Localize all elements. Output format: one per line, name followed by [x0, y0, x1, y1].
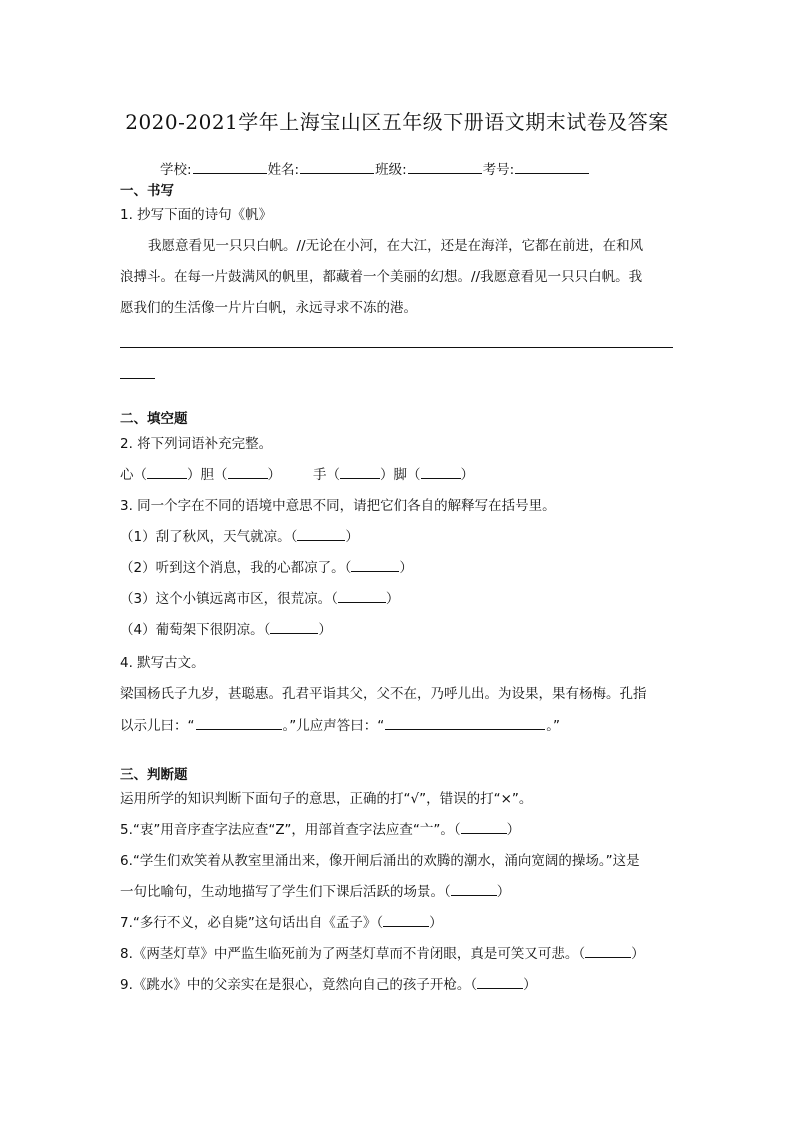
q2-item-label: ） [267, 467, 281, 483]
class-label: 班级: [375, 162, 407, 178]
q2-blank-1[interactable] [147, 466, 187, 479]
q3-item-text: （2）听到这个消息，我的心都凉了。（ [120, 560, 352, 576]
school-blank[interactable] [193, 160, 267, 174]
q2-item-label: ）胆（ [187, 467, 228, 483]
q3-item-text: （3）这个小镇远离市区，很荒凉。（ [120, 591, 338, 607]
page-title: 2020-2021学年上海宝山区五年级下册语文期末试卷及答案 [125, 110, 669, 134]
q9-blank[interactable] [477, 976, 523, 989]
close-paren: ） [318, 622, 332, 638]
answer-line-short[interactable] [120, 378, 155, 379]
judge-intro: 运用所学的知识判断下面句子的意思，正确的打“√”，错误的打“×”。 [120, 791, 533, 807]
close-paren: ） [506, 822, 521, 838]
close-paren: ） [496, 884, 511, 900]
question-7 [120, 914, 443, 932]
q2-item-label: ） [460, 467, 474, 483]
q2-item-label: 心（ [120, 467, 147, 483]
close-paren: ） [345, 529, 359, 545]
section-heading-writing: 一、书写 [120, 183, 174, 199]
exam-no-blank[interactable] [515, 160, 589, 174]
q4-blank-1[interactable] [196, 716, 282, 730]
close-paren: ） [523, 977, 537, 993]
q2-item-label: 手（ [313, 467, 340, 483]
question-5 [120, 821, 520, 839]
answer-line-long[interactable] [120, 347, 673, 348]
question-4: 4. 默写古文。 [120, 655, 205, 671]
school-label: 学校: [160, 162, 192, 178]
close-paren: ） [429, 915, 443, 931]
q3-item-2 [120, 559, 413, 577]
q4-blank-2[interactable] [385, 716, 545, 730]
close-paren: ） [385, 591, 400, 607]
q3-blank-1[interactable] [297, 528, 345, 541]
q3-blank-3[interactable] [338, 590, 386, 603]
q5-blank[interactable] [461, 821, 507, 834]
q4-passage-line-1: 梁国杨氏子九岁，甚聪惠。孔君平诣其父，父不在，乃呼儿出。为设果，果有杨梅。孔指 [120, 686, 647, 702]
q3-blank-4[interactable] [270, 621, 318, 634]
section-heading-judge: 三、判断题 [120, 767, 188, 783]
question-6-line-1: 6.“学生们欢笑着从教室里涌出来，像开闸后涌出的欢腾的潮水，涌向宽阔的操场。”这是 [120, 853, 640, 869]
q6-text: 一句比喻句，生动地描写了学生们下课后活跃的场景。（ [120, 884, 451, 900]
q2-blank-2[interactable] [228, 466, 268, 479]
question-2-items [120, 466, 474, 484]
q4-passage-line-2 [120, 716, 560, 735]
poem-line-1: 我愿意看见一只只白帆。//无论在小河，在大江，还是在海洋，它都在前进，在和风 [148, 238, 644, 254]
name-label: 姓名: [267, 162, 300, 178]
question-3: 3. 同一个字在不同的语境中意思不同，请把它们各自的解释写在括号里。 [120, 498, 556, 514]
q8-blank[interactable] [585, 945, 631, 958]
q3-item-text: （1）刮了秋风，天气就凉。（ [120, 529, 298, 545]
class-blank[interactable] [408, 160, 482, 174]
poem-line-3: 愿我们的生活像一片片白帆，永远寻求不冻的港。 [120, 300, 417, 316]
q3-item-text: （4）葡萄架下很阴凉。（ [120, 622, 271, 638]
q4-text: 。” [546, 718, 560, 734]
q8-text: 8.《两茎灯草》中严监生临死前为了两茎灯草而不肯闭眼，真是可笑又可悲。（ [120, 946, 586, 962]
section-heading-fill: 二、填空题 [120, 411, 188, 427]
close-paren: ） [631, 946, 645, 962]
question-8 [120, 945, 645, 963]
poem-line-2: 浪搏斗。在每一片鼓满风的帆里，都藏着一个美丽的幻想。//我愿意看见一只只白帆。我 [120, 269, 643, 285]
student-info-row [160, 160, 590, 179]
q7-blank[interactable] [383, 914, 429, 927]
q7-text: 7.“多行不义，必自毙”这句话出自《孟子》（ [120, 915, 384, 931]
name-blank[interactable] [300, 160, 374, 174]
q4-text: 以示儿曰：“ [120, 718, 195, 734]
exam-no-label: 考号: [482, 162, 515, 178]
question-2: 2. 将下列词语补充完整。 [120, 436, 273, 452]
q3-item-1 [120, 528, 359, 546]
q9-text: 9.《跳水》中的父亲实在是狠心，竟然向自己的孩子开枪。（ [120, 977, 478, 993]
q6-blank[interactable] [451, 883, 497, 896]
q4-text: 。”儿应声答曰：“ [282, 718, 385, 734]
question-1: 1. 抄写下面的诗句《帆》 [120, 207, 273, 223]
q2-blank-4[interactable] [421, 466, 461, 479]
q2-item-label: ）脚（ [380, 467, 421, 483]
q3-item-3 [120, 590, 399, 608]
question-6-line-2 [120, 883, 510, 901]
q5-text: 5.“衷”用音序查字法应查“Z”，用部首查字法应查“亠”。（ [120, 822, 461, 838]
q2-blank-3[interactable] [340, 466, 380, 479]
close-paren: ） [399, 560, 413, 576]
question-9 [120, 976, 537, 994]
q3-item-4 [120, 621, 332, 639]
q3-blank-2[interactable] [351, 559, 399, 572]
